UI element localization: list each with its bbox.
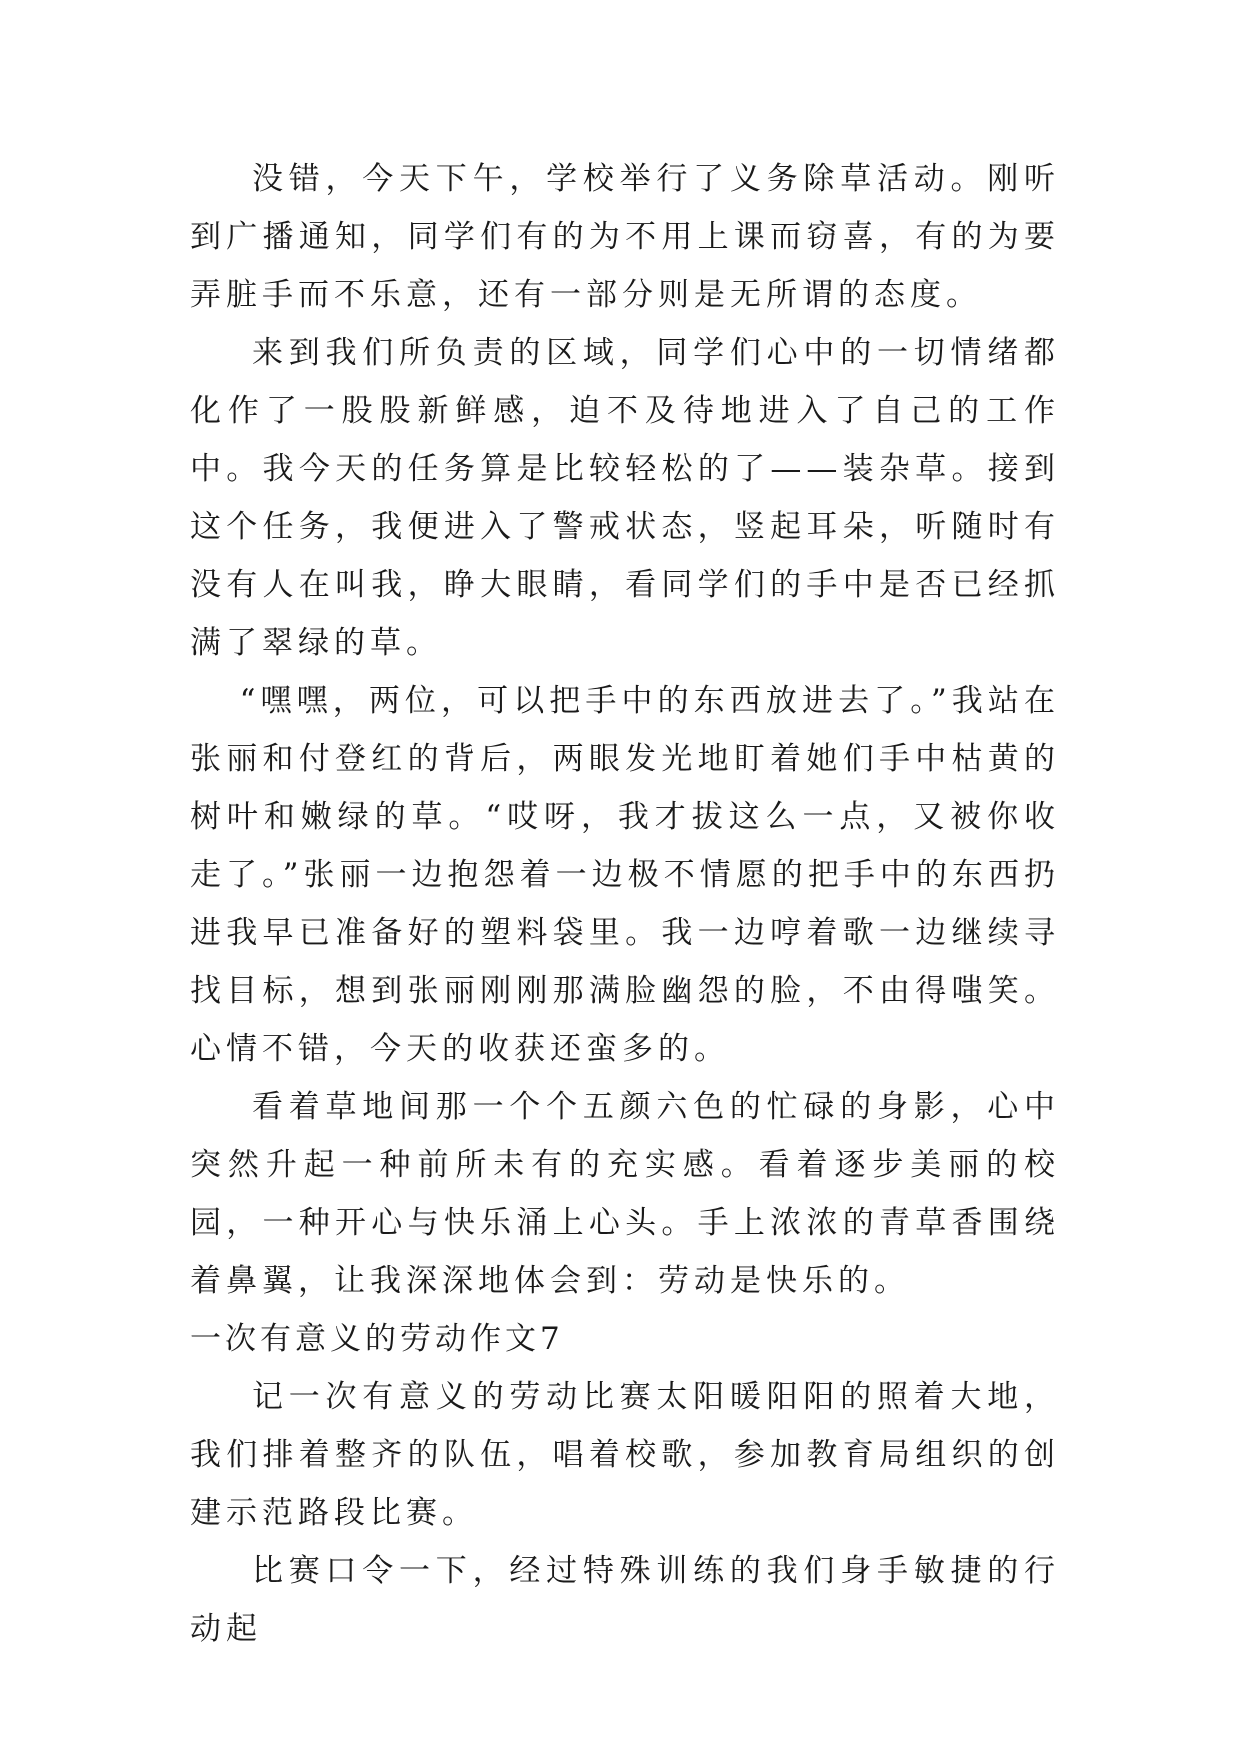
paragraph-dialogue: “嘿嘿，两位，可以把手中的东西放进去了。”我站在张丽和付登红的背后，两眼发光地盯着她们手中枯黄的树叶和嫩绿的草。“哎呀，我才拔这么一点，又被你收走了。”张丽一边抱怨着一边极不情愿的把手中的东西扔进我早已准备好的塑料袋里。我一边哼着歌一边继续寻找目标，想到张丽刚刚那满脸幽怨的脸，不由得嗤笑。心情不错，今天的收获还蛮多的。 — [190, 683, 1060, 1067]
document-page — [190, 150, 1060, 1658]
paragraph-weeding-intro: 没错，今天下午，学校举行了义务除草活动。刚听到广播通知，同学们有的为不用上课而窃喜，有的为要弄脏手而不乐意，还有一部分则是无所谓的态度。 — [190, 161, 1060, 313]
paragraph-task-area: 来到我们所负责的区域，同学们心中的一切情绪都化作了一股股新鲜感，迫不及待地进入了自己的工作中。我今天的任务算是比较轻松的了——装杂草。接到这个任务，我便进入了警戒状态，竖起耳朵，听随时有没有人在叫我，睁大眼睛，看同学们的手中是否已经抓满了翠绿的草。 — [190, 335, 1060, 661]
paragraph-competition-start: 比赛口令一下，经过特殊训练的我们身手敏捷的行动起 — [190, 1553, 1060, 1647]
paragraph-reflection: 看着草地间那一个个五颜六色的忙碌的身影，心中突然升起一种前所未有的充实感。看着逐步美丽的校园，一种开心与快乐涌上心头。手上浓浓的青草香围绕着鼻翼，让我深深地体会到：劳动是快乐的。 — [190, 1089, 1060, 1299]
section-heading: 一次有意义的劳动作文7 — [190, 1321, 564, 1357]
paragraph-competition-intro: 记一次有意义的劳动比赛太阳暖阳阳的照着大地，我们排着整齐的队伍，唱着校歌，参加教育局组织的创建示范路段比赛。 — [190, 1379, 1060, 1531]
